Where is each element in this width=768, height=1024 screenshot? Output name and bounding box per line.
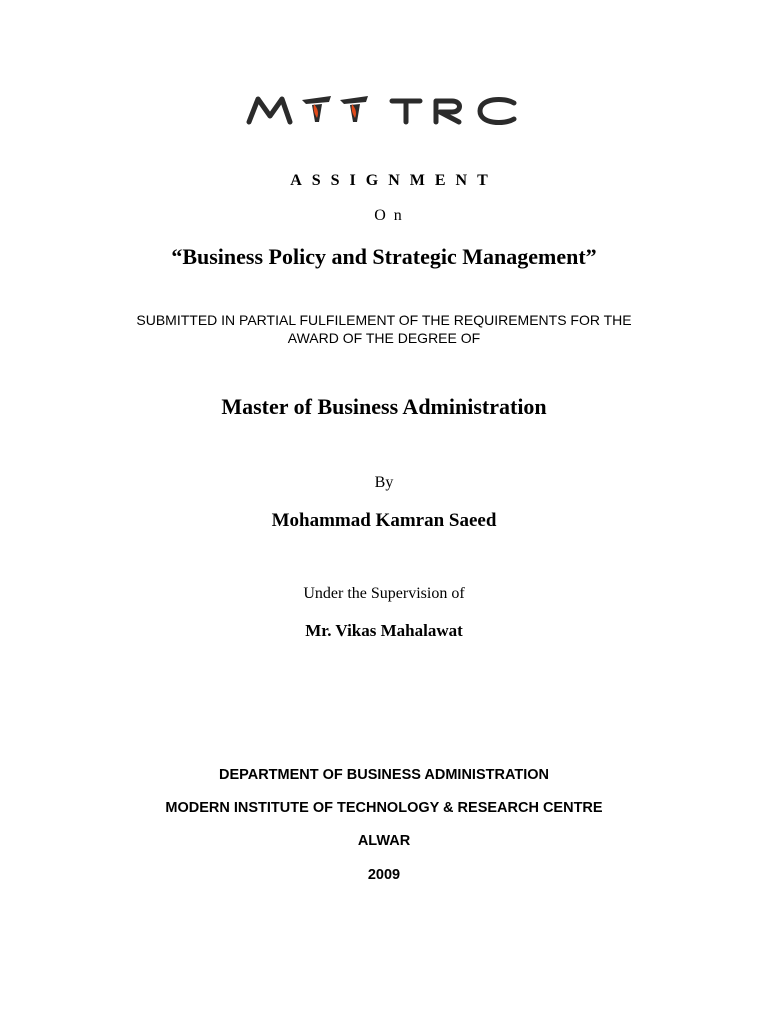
submission-line-1: SUBMITTED IN PARTIAL FULFILEMENT OF THE REQUIREMENTS FOR THE bbox=[136, 312, 632, 328]
author-name: Mohammad Kamran Saeed bbox=[271, 510, 497, 531]
by-label: By bbox=[374, 474, 394, 491]
year: 2009 bbox=[367, 867, 401, 883]
assignment-title: “Business Policy and Strategic Management” bbox=[171, 244, 597, 269]
supervision-label: Under the Supervision of bbox=[303, 585, 465, 602]
on-label: On bbox=[374, 207, 410, 224]
assignment-heading: ASSIGNMENT bbox=[290, 172, 498, 189]
mitrc-logo bbox=[246, 92, 520, 128]
supervisor-name: Mr. Vikas Mahalawat bbox=[305, 621, 463, 640]
submission-line-2: AWARD OF THE DEGREE OF bbox=[287, 330, 481, 346]
city-name: ALWAR bbox=[357, 833, 411, 849]
institute-name: MODERN INSTITUTE OF TECHNOLOGY & RESEARCH CENTRE bbox=[165, 800, 603, 816]
department-name: DEPARTMENT OF BUSINESS ADMINISTRATION bbox=[218, 767, 549, 783]
degree-name: Master of Business Administration bbox=[221, 394, 547, 419]
submission-statement bbox=[0, 311, 768, 347]
logo-text: MITRC bbox=[246, 92, 250, 93]
